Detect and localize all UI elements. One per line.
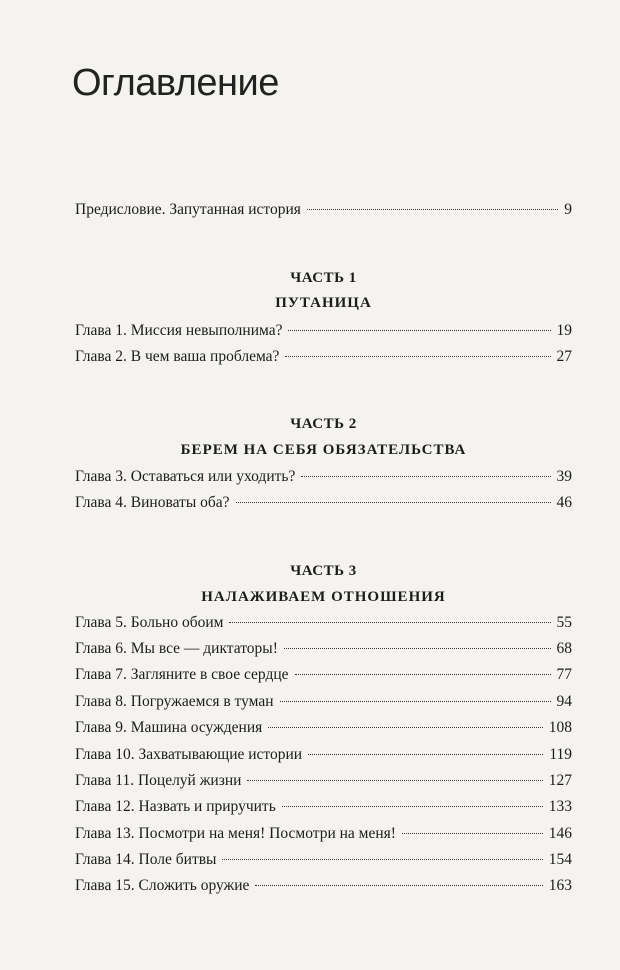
- toc-entry: [75, 745, 572, 765]
- toc-entry-page: 146: [548, 825, 572, 842]
- toc-entry-label: Предисловие. Запутанная история: [75, 201, 301, 218]
- toc-entry-label: Глава 2. В чем ваша проблема?: [75, 348, 280, 365]
- toc-entry-page: 94: [556, 693, 572, 710]
- leader-dots: [236, 502, 551, 503]
- part-title: БЕРЕМ НА СЕБЯ ОБЯЗАТЕЛЬСТВА: [180, 442, 467, 458]
- toc-entry-label: Глава 5. Больно обоим: [75, 614, 224, 631]
- part-number: ЧАСТЬ 1: [290, 270, 357, 286]
- toc-entry: [75, 321, 572, 341]
- toc-entry-page: 133: [548, 798, 572, 815]
- toc-entry-page: 9: [564, 201, 572, 218]
- leader-dots: [229, 622, 550, 623]
- page-title: Оглавление: [72, 62, 279, 104]
- toc-entry-label: Глава 12. Назвать и приручить: [75, 798, 276, 815]
- toc-entry-page: 163: [548, 877, 572, 894]
- toc-entry-page: 39: [556, 468, 572, 485]
- toc-entry: [75, 493, 572, 513]
- leader-dots: [268, 727, 542, 728]
- part-title: НАЛАЖИВАЕМ ОТНОШЕНИЯ: [201, 589, 446, 605]
- toc-entry: [75, 797, 572, 817]
- leader-dots: [255, 885, 542, 886]
- toc-entry: [75, 718, 572, 738]
- toc-entry: [75, 347, 572, 367]
- toc-entry-label: Глава 8. Погружаемся в туман: [75, 693, 274, 710]
- toc-entry-label: Глава 10. Захватывающие истории: [75, 746, 303, 763]
- toc-entry-page: 27: [556, 348, 572, 365]
- toc-entry-page: 46: [556, 494, 572, 511]
- toc-entry-label: Глава 1. Миссия невыполнима?: [75, 322, 283, 339]
- part-number: ЧАСТЬ 2: [290, 416, 357, 432]
- leader-dots: [285, 356, 550, 357]
- toc-entry: [75, 876, 572, 896]
- toc-entry: [75, 467, 572, 487]
- leader-dots: [282, 806, 543, 807]
- part-title: ПУТАНИЦА: [275, 295, 372, 311]
- toc-entry: [75, 613, 572, 633]
- leader-dots: [288, 330, 550, 331]
- leader-dots: [222, 859, 542, 860]
- toc-entry-page: 108: [548, 719, 572, 736]
- toc-entry-page: 19: [556, 322, 572, 339]
- toc-entry-page: 68: [556, 640, 572, 657]
- toc-entry-preface: [75, 200, 572, 220]
- leader-dots: [247, 780, 542, 781]
- leader-dots: [284, 648, 551, 649]
- toc-entry-page: 119: [549, 746, 572, 763]
- toc-entry-label: Глава 14. Поле битвы: [75, 851, 217, 868]
- toc-entry-page: 154: [548, 851, 572, 868]
- leader-dots: [295, 674, 551, 675]
- toc-entry: [75, 692, 572, 712]
- toc-entry: [75, 850, 572, 870]
- toc-entry-label: Глава 9. Машина осуждения: [75, 719, 263, 736]
- toc-entry-label: Глава 15. Сложить оружие: [75, 877, 250, 894]
- toc-entry: [75, 665, 572, 685]
- part-number: ЧАСТЬ 3: [290, 563, 357, 579]
- toc-entry: [75, 771, 572, 791]
- leader-dots: [307, 209, 558, 210]
- leader-dots: [280, 701, 551, 702]
- toc-entry-page: 55: [556, 614, 572, 631]
- toc-entry-label: Глава 4. Виноваты оба?: [75, 494, 230, 511]
- leader-dots: [402, 833, 543, 834]
- toc-entry-label: Глава 11. Поцелуй жизни: [75, 772, 242, 789]
- toc-entry-page: 77: [556, 666, 572, 683]
- toc-entry-label: Глава 13. Посмотри на меня! Посмотри на меня!: [75, 825, 396, 842]
- toc-entry-label: Глава 7. Загляните в свое сердце: [75, 666, 289, 683]
- leader-dots: [308, 754, 543, 755]
- leader-dots: [301, 476, 550, 477]
- toc-entry: [75, 824, 572, 844]
- toc-entry-label: Глава 3. Оставаться или уходить?: [75, 468, 296, 485]
- toc-entry: [75, 639, 572, 659]
- toc-entry-page: 127: [548, 772, 572, 789]
- toc-entry-label: Глава 6. Мы все — диктаторы!: [75, 640, 278, 657]
